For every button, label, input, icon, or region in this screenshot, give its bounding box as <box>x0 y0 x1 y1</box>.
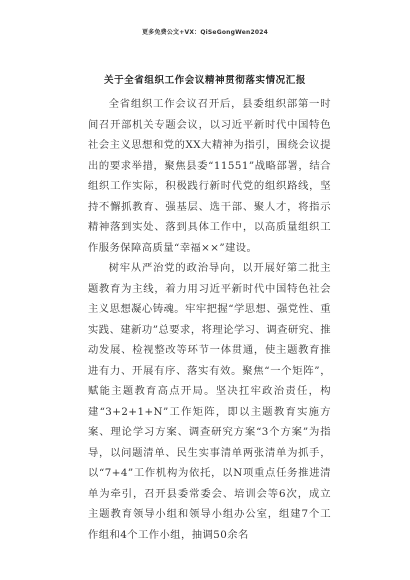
document-title: 关于全省组织工作会议精神贯彻落实情况汇报 <box>103 75 306 86</box>
paragraph-2: 树牢从严治党的政治导向，以开展好第二批主题教育为主线，着力用习近平新时代中国特色社会主义思想凝心铸魂。牢牢把握“学思想、强党性、重实践、建新功”总要求，将理论学习、调查研究、推动发展、检视整改等环节一体贯通，使主题教育推进有力、开展有序、落实有效。聚焦“一个矩阵”，赋能主题教育高点开局。坚决扛牢政治责任，构建“3+2+1+N”工作矩阵，即以主题教育实施方案、理论学习方案、调查研究方案“3个方案”为指导，以问题清单、民生实事清单两张清单为抓手，以“7+4”工作机构为依托，以N项重点任务推进清单为牵引，召开县委常委会、培训会等6次，成立主题教育领导小组和领导小组办公室，组建7个工作组和4个工作小组，抽调50余名 <box>88 262 331 541</box>
header-note: 更多免费公文+VX：QiSeGongWen2024 <box>142 29 268 36</box>
paragraph-1: 全省组织工作会议召开后，县委组织部第一时间召开部机关专题会议，以习近平新时代中国特色社会主义思想和党的XX大精神为指引，围绕会议提出的要求举措，聚焦县委“11551”战略部署，结合组织工作实际，积极践行新时代党的组织路线，坚持不懈抓教育、强基层、选干部、聚人才，将指示精神落到实处、落到具体工作中，以高质量组织工作服务保障高质量“幸福××”建设。 <box>88 98 331 254</box>
document-body <box>88 94 331 545</box>
